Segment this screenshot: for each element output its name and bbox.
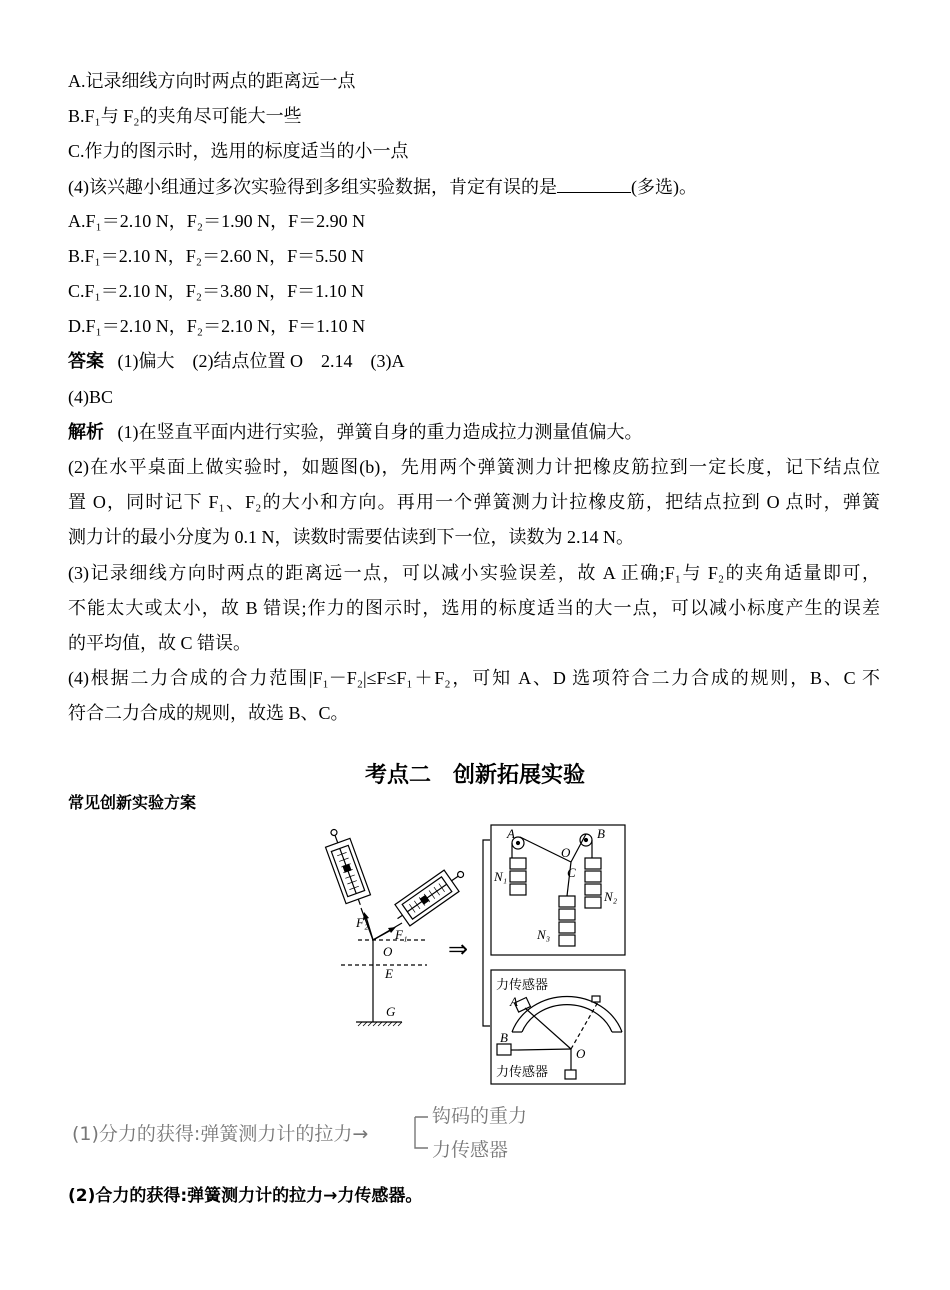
label-c: C <box>567 865 576 880</box>
label-o-bottom: O <box>576 1046 586 1061</box>
label-a-bottom: A <box>510 994 518 1009</box>
label-n2: N₂ <box>604 889 618 904</box>
analysis-p4a: (4)根据二力合成的合力范围|F₁－F₂|≤F≤F₁＋F₂，可知 A、D 选项符合二力合成的规则，B、C 不 <box>68 668 880 688</box>
choice-a: A.F₁＝2.10 N，F₂＝1.90 N，F＝2.90 N <box>68 211 366 231</box>
section-subtitle: 常见创新实验方案 <box>68 793 197 812</box>
label-g: G <box>386 1004 396 1019</box>
option-a: A.记录细线方向时两点的距离远一点 <box>68 71 356 91</box>
label-n1: N₁ <box>494 869 508 884</box>
choice-c: C.F₁＝2.10 N，F₂＝3.80 N，F＝1.10 N <box>68 281 365 301</box>
arrow-f1 <box>373 930 391 940</box>
spring-scale-left <box>321 825 373 909</box>
analysis-p1: (1)在竖直平面内进行实验，弹簧自身的重力造成拉力测量值偏大。 <box>117 422 643 442</box>
question-4-text: (4)该兴趣小组通过多次实验得到多组实验数据，肯定有误的是 <box>68 177 557 197</box>
analysis-p2b: 置 O，同时记下 F₁、F₂的大小和方向。再用一个弹簧测力计拉橡皮筋，把结点拉到 O 点时，弹簧 <box>68 492 880 512</box>
analysis-p2c: 测力计的最小分度为 0.1 N，读数时需要估读到下一位，读数为 2.14 N。 <box>68 527 634 547</box>
flow-branch-2: 力传感器 <box>432 1139 509 1161</box>
choice-d: D.F₁＝2.10 N，F₂＝2.10 N，F＝1.10 N <box>68 316 366 336</box>
flow-bracket <box>415 1117 428 1148</box>
analysis-p3c: 的平均值，故 C 错误。 <box>68 633 252 653</box>
label-o-left: O <box>383 944 393 959</box>
answer-text: (1)偏大 (2)结点位置 O 2.14 (3)A <box>117 351 405 371</box>
analysis-p4b: 符合二力合成的规则，故选 B、C。 <box>68 703 349 723</box>
label-f2: F₂ <box>356 915 369 930</box>
label-a-top: A <box>507 826 515 841</box>
label-n3: N₃ <box>537 927 551 942</box>
label-o-top: O <box>561 845 571 860</box>
question-4-suffix: (多选)。 <box>631 177 697 197</box>
left-diagram <box>321 825 471 1026</box>
flow-branch-1: 钩码的重力 <box>432 1105 528 1127</box>
label-e: E <box>385 966 393 981</box>
flow-prefix: (1)分力的获得:弹簧测力计的拉力→ <box>72 1123 369 1145</box>
section-title: 考点二 创新拓展实验 <box>364 763 585 788</box>
option-b: B.F₁与 F₂的夹角尽可能大一些 <box>68 106 302 126</box>
label-f1: F₁ <box>395 927 408 942</box>
label-b-bottom: B <box>500 1030 508 1045</box>
label-b-top: B <box>597 826 605 841</box>
analysis-label: 解析 <box>68 422 104 442</box>
transform-arrow: ⇒ <box>448 937 469 963</box>
final-line: (2)合力的获得:弹簧测力计的拉力→力传感器。 <box>68 1186 423 1206</box>
sensor-label-bottom: 力传感器 <box>496 1065 549 1080</box>
analysis-p3b: 不能太大或太小，故 B 错误;作力的图示时，选用的标度适当的大一点，可以减小标度产生的误差 <box>68 598 880 618</box>
choice-b: B.F₁＝2.10 N，F₂＝2.60 N，F＝5.50 N <box>68 246 365 266</box>
answer-label: 答案 <box>68 351 104 371</box>
bracket <box>483 840 490 1026</box>
sensor-label-top: 力传感器 <box>496 978 549 993</box>
answer-line-2: (4)BC <box>68 387 113 407</box>
analysis-p3a: (3)记录细线方向时两点的距离远一点，可以减小实验误差，故 A 正确;F₁与 F₂的夹角适量即可， <box>68 563 880 583</box>
option-c: C.作力的图示时，选用的标度适当的小一点 <box>68 141 409 161</box>
spring-scale-right <box>390 862 470 929</box>
analysis-p2a: (2)在水平桌面上做实验时，如题图(b)，先用两个弹簧测力计把橡皮筋拉到一定长度，记下结点位 <box>68 457 880 477</box>
